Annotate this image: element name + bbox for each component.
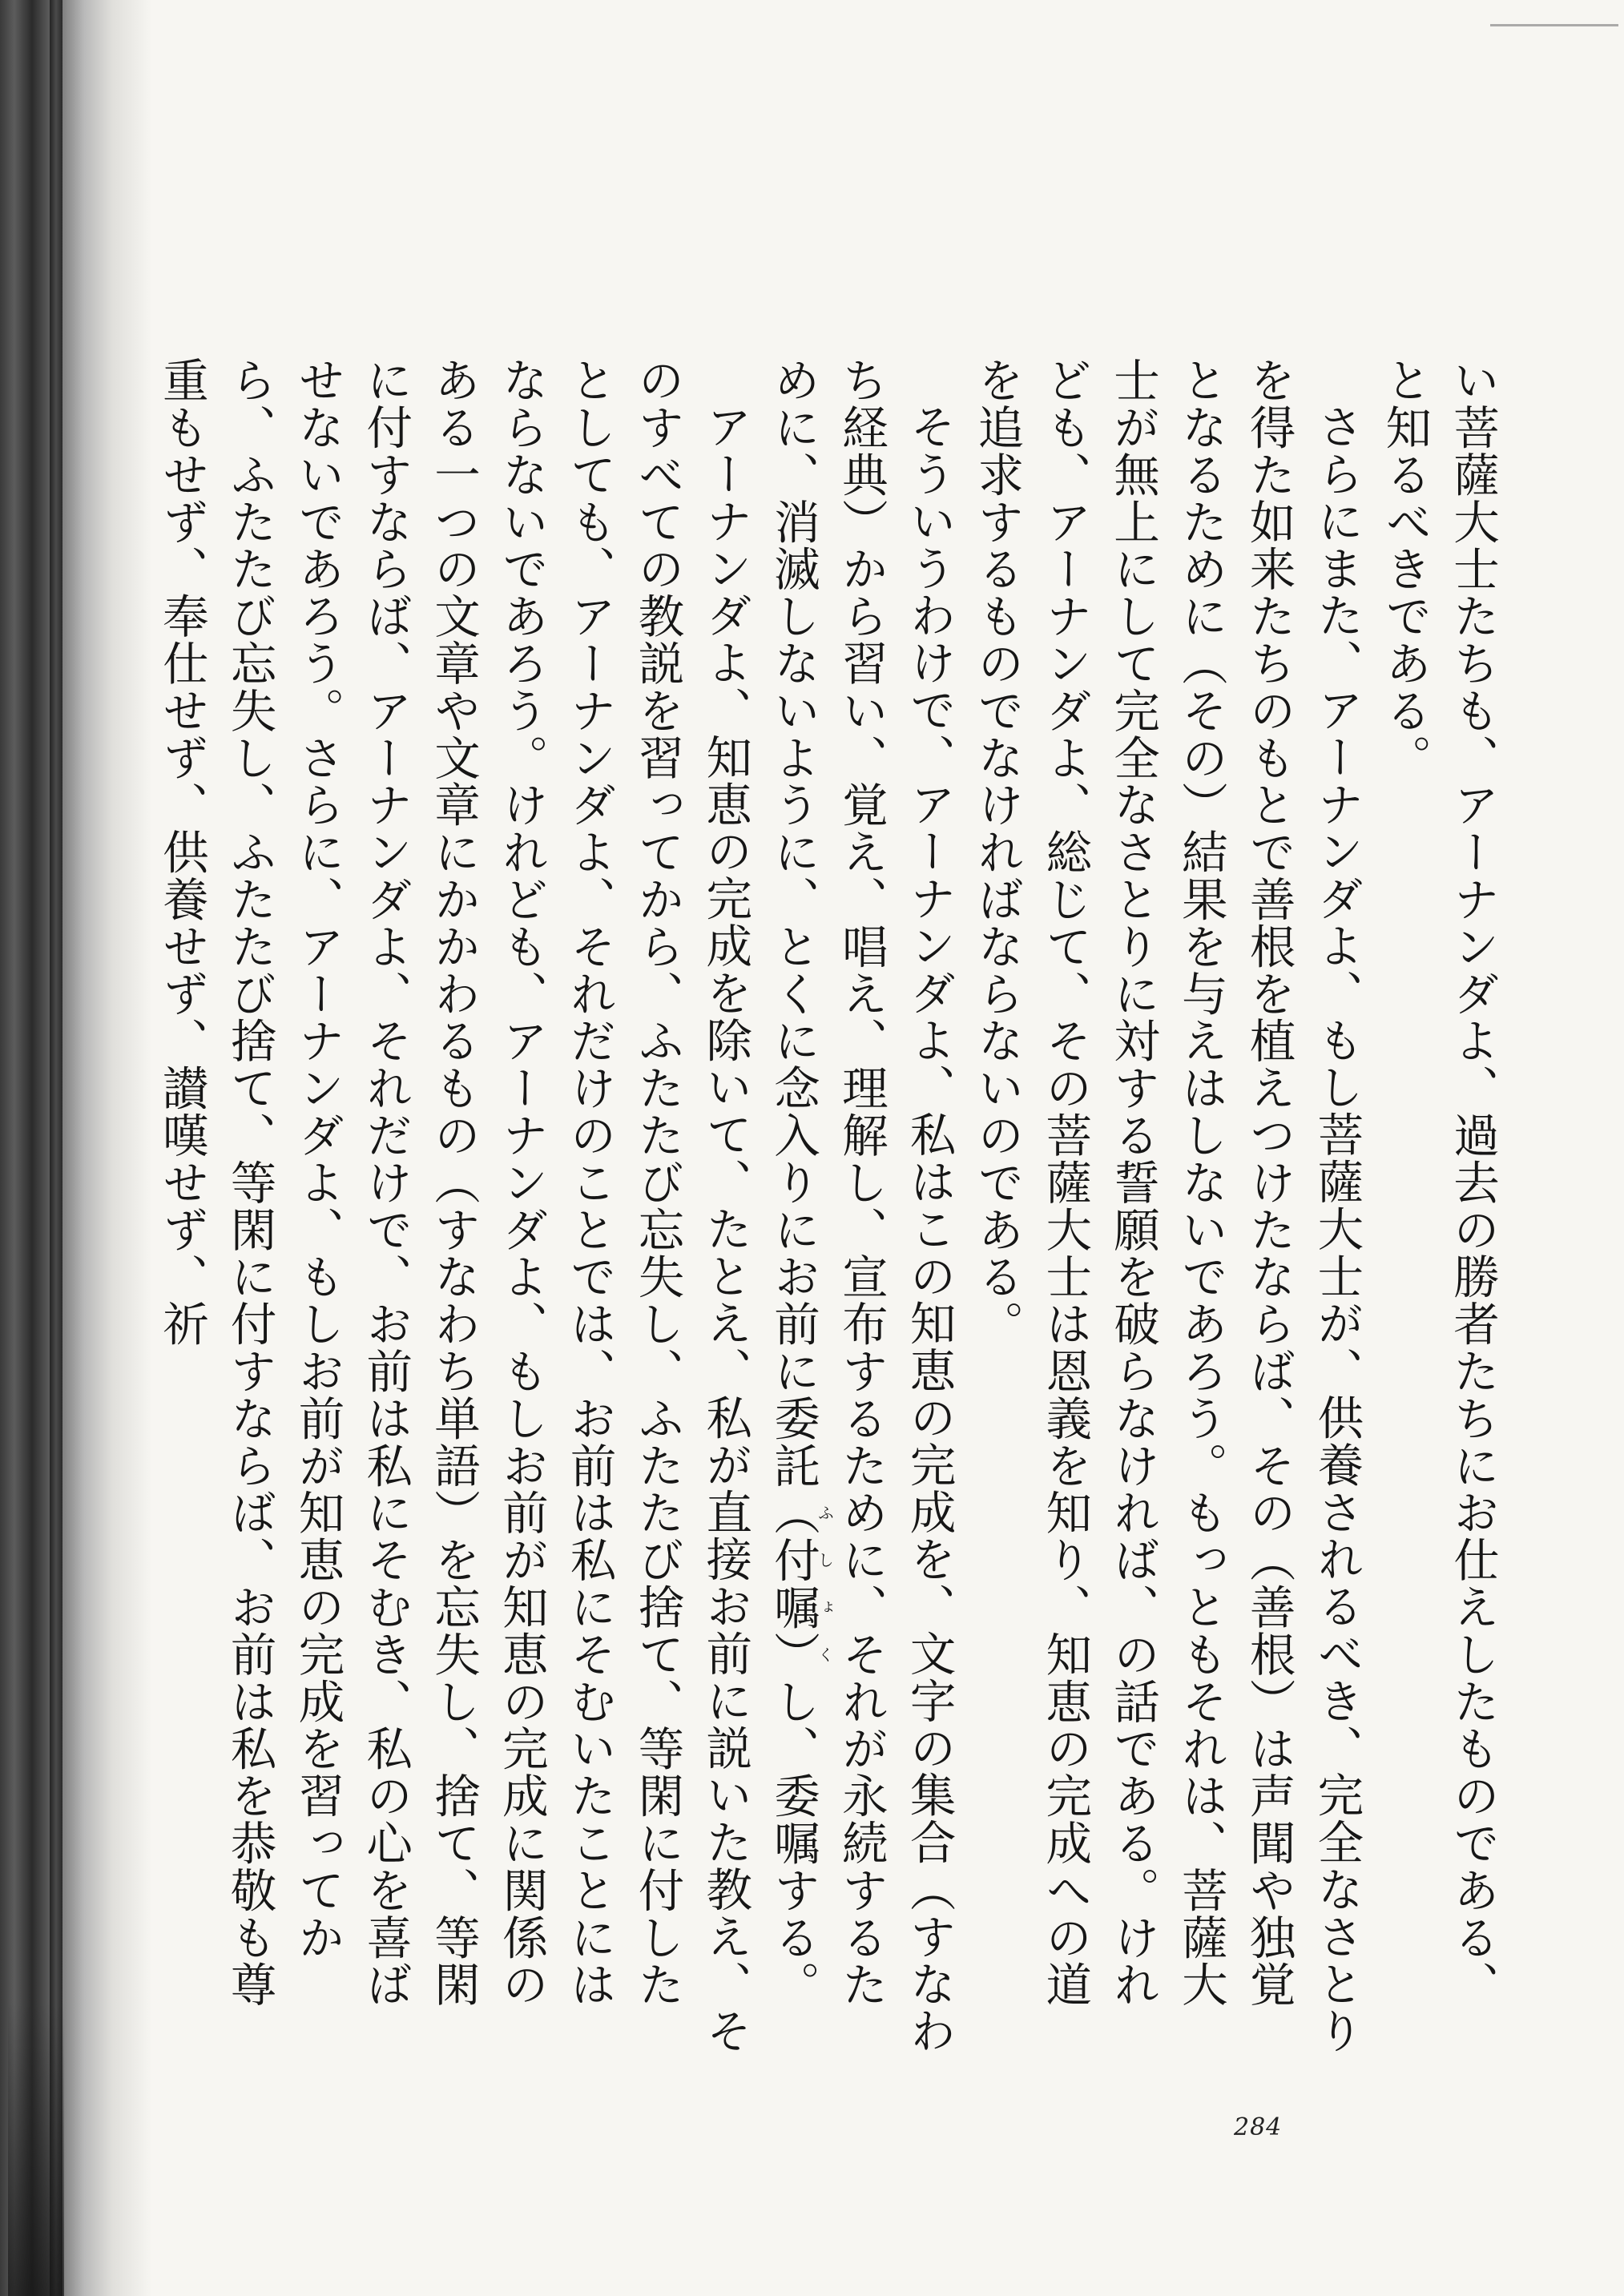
furigana-ruby [767, 1488, 835, 1678]
scan-edge-shadow [8, 2003, 64, 2296]
ruby-base: （付嘱） [767, 1488, 821, 1678]
ruby-reading: ふしょく [815, 1488, 835, 1678]
book-gutter-shadow [0, 0, 152, 2296]
paragraph-4: アーナンダよ、知恵の完成を除いて、たとえ、私が直接お前に説いた教え、そのすべての教説を習ってから、ふたたび忘失し、ふたたび捨て、等閑に付したとしても、アーナンダよ、それだけのことでは、お前は私にそむいたことにはならないであろう。けれども、アーナンダよ、もしお前が知恵の完成に関係のある一つの文章や文章にかかわるもの（すなわち単語）を忘失し、捨て、等閑に付すならば、アーナンダよ、それだけで、お前は私にそむき、私の心を喜ばせないであろう。さらに、アーナンダよ、もしお前が知恵の完成を習ってから、ふたたび忘失し、ふたたび捨て、等閑に付すならば、お前は私を恭敬も尊重もせず、奉仕せず、供養せず、讃嘆せず、祈 [155, 356, 753, 2055]
paragraph-3-text-after: し、委嘱する。 [767, 1678, 821, 2008]
scan-top-rule [1490, 24, 1618, 26]
paragraph-2: さらにまた、アーナンダよ、もし菩薩大士が、供養されるべき、完全なさとりを得た如来たちのもとで善根を植えつけたならば、その（善根）は声聞や独覚となるために（その）結果を与えはしないであろう。もっともそれは、菩薩大士が無上にして完全なさとりに対する誓願を破らなければ、の話である。けれども、アーナンダよ、総じて、その菩薩大士は恩義を知り、知恵の完成への道を追求するものでなければならないのである。 [970, 356, 1364, 2054]
paragraph-3 [759, 356, 962, 2055]
paragraph-1: い菩薩大士たちも、アーナンダよ、過去の勝者たちにお仕えしたものである、と知るべきである。 [1378, 356, 1500, 2008]
page-number: 284 [1234, 2113, 1283, 2141]
vertical-text-body [155, 356, 1506, 2055]
paragraph-3-text-before: そういうわけで、アーナンダよ、私はこの知恵の完成を、文字の集合（すなわち経典）から習い、覚え、唱え、理解し、宣布するために、それが永続するために、消滅しないように、とくに念入りにお前に委託 [767, 356, 957, 2054]
binding-edge [50, 0, 62, 2296]
